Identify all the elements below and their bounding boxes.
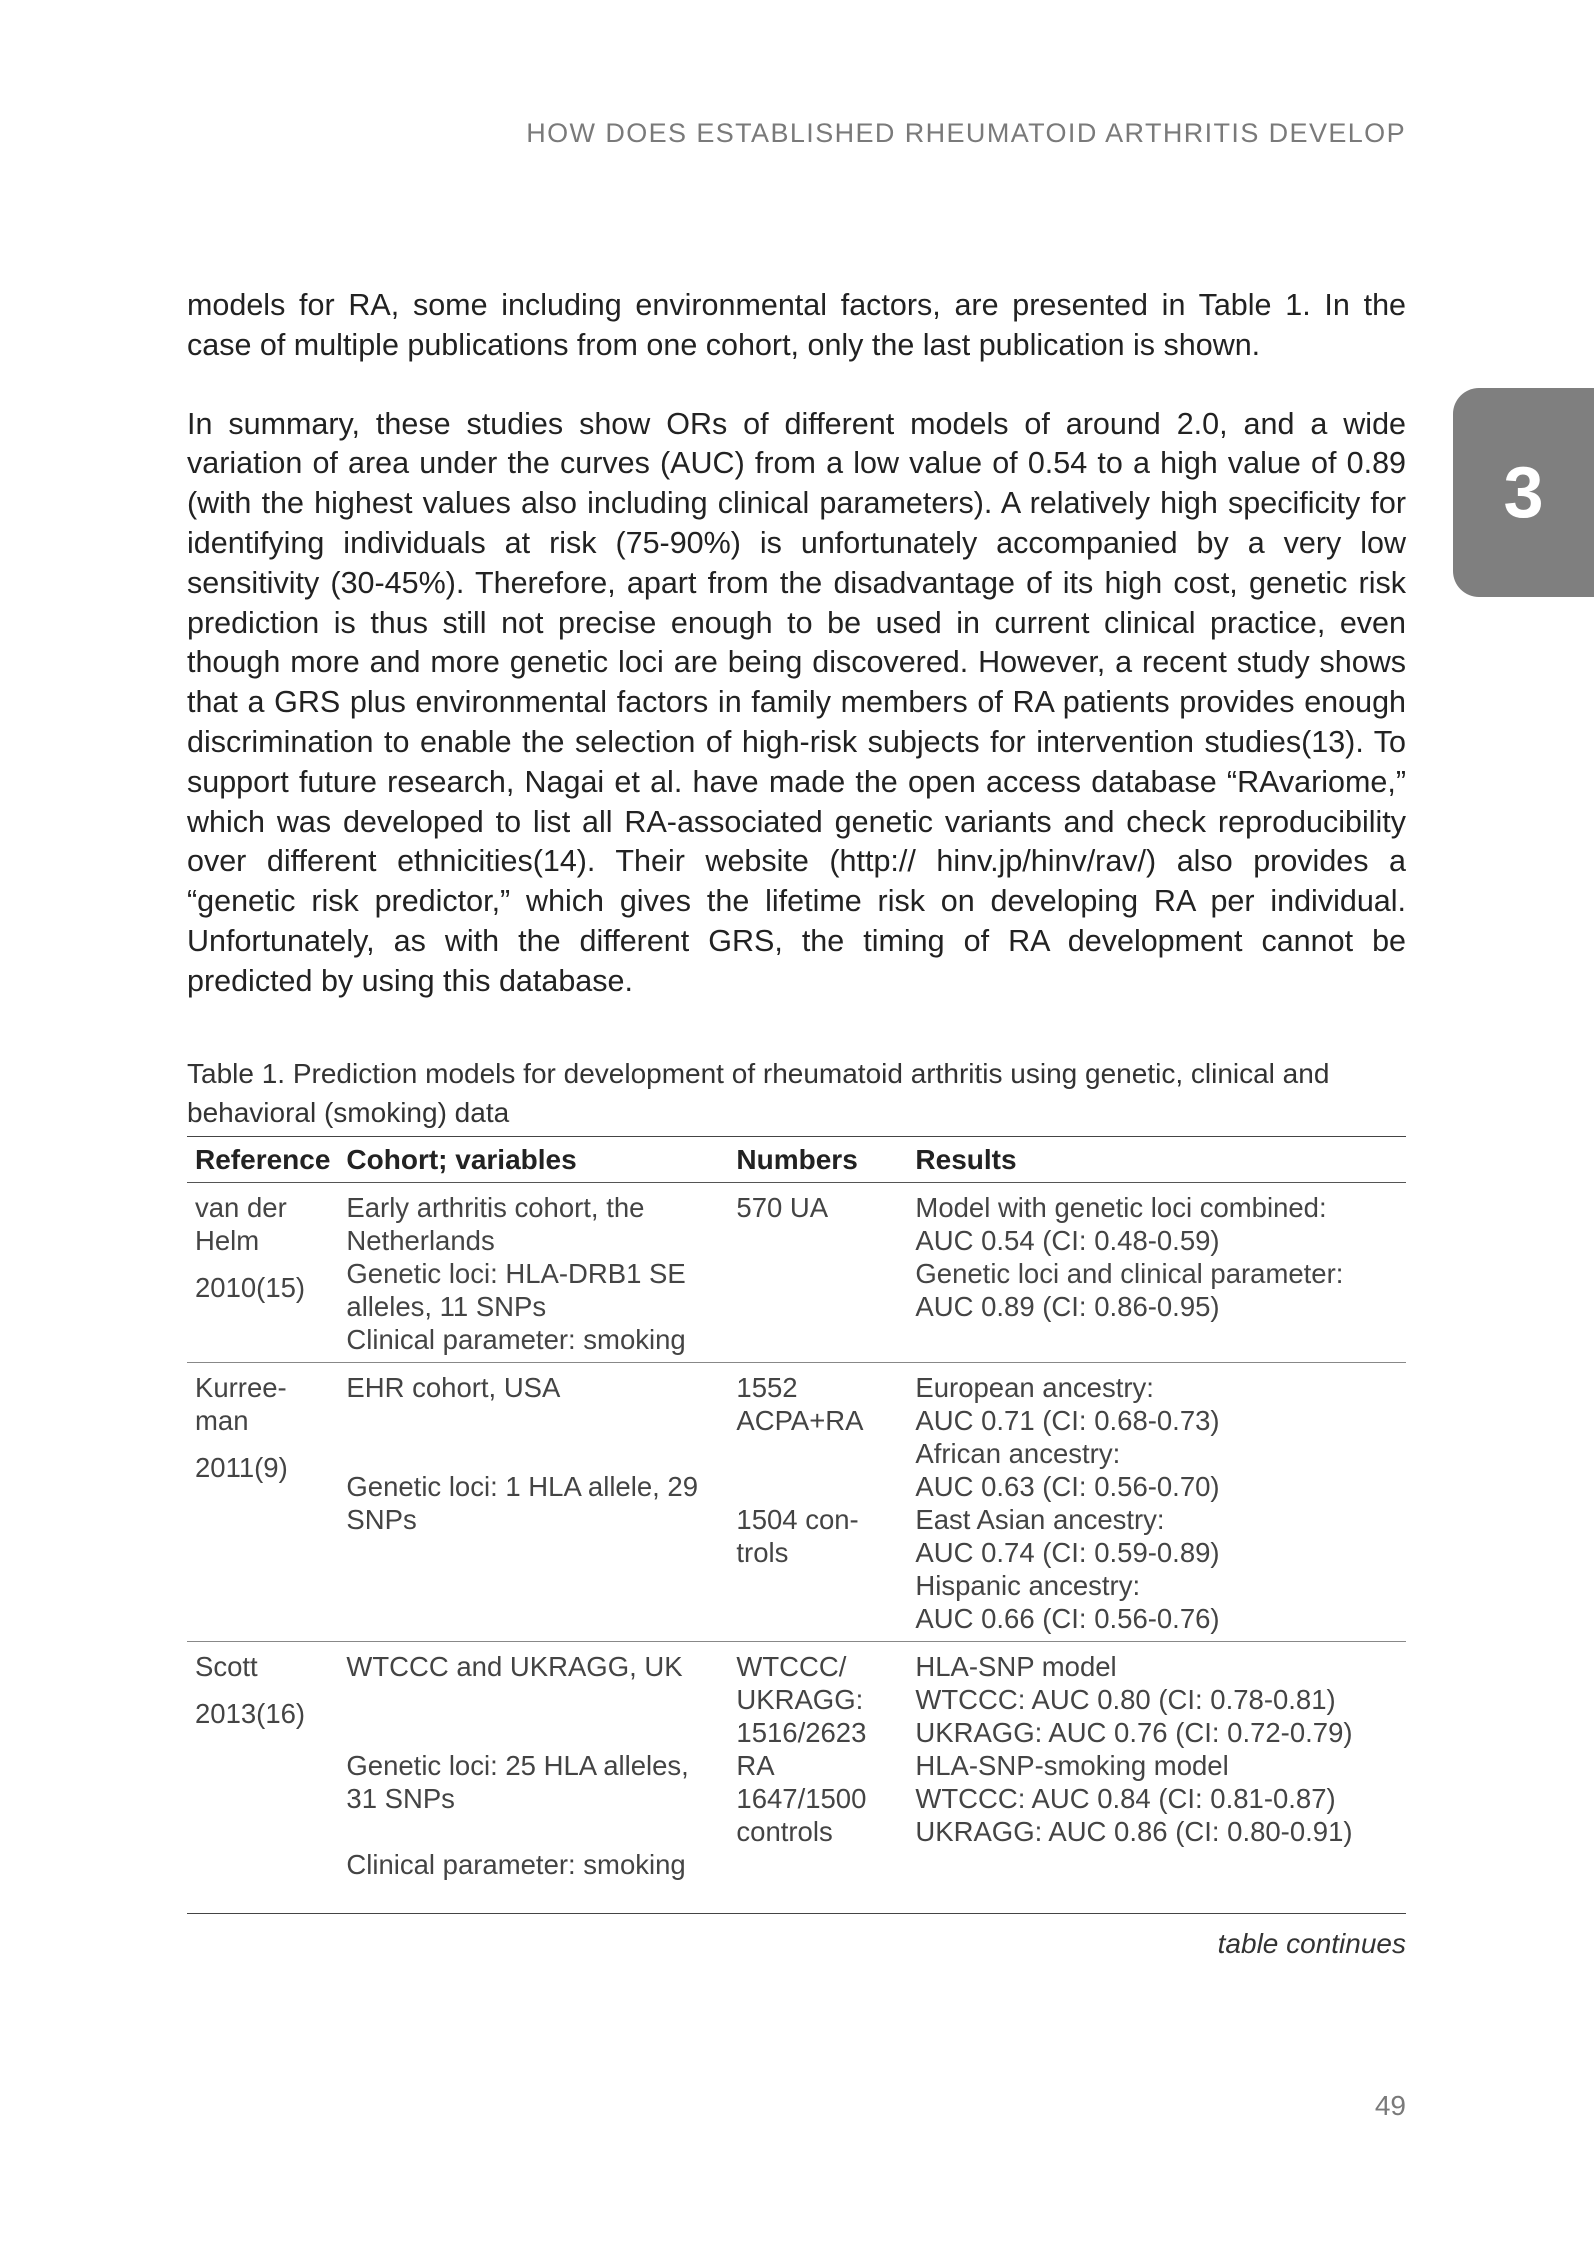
page-number: 49 xyxy=(1374,2090,1406,2121)
text-line: AUC 0.54 (CI: 0.48-0.59) xyxy=(915,1224,1220,1256)
text-line: WTCCC and UKRAGG, UK xyxy=(346,1650,683,1682)
column-header-cohort: Cohort; variables xyxy=(338,1136,728,1182)
text-line: HLA-SNP model xyxy=(915,1650,1117,1682)
text-line: 1504 con- xyxy=(736,1503,859,1535)
table-header-row xyxy=(187,1136,1406,1182)
text-line: Clinical parameter: smoking xyxy=(346,1323,686,1355)
text-line: Scott xyxy=(195,1650,258,1682)
cell-results xyxy=(907,1362,1406,1641)
text-line: AUC 0.71 (CI: 0.68-0.73) xyxy=(915,1404,1220,1436)
text-line: Model with genetic loci combined: xyxy=(915,1191,1327,1223)
text-line: AUC 0.66 (CI: 0.56-0.76) xyxy=(915,1602,1220,1634)
column-header-results: Results xyxy=(907,1136,1406,1182)
text-line: Clinical parameter: smoking xyxy=(346,1848,686,1880)
text-line: WTCCC/ xyxy=(736,1650,847,1682)
text-line: Genetic loci: HLA-DRB1 SE xyxy=(346,1257,686,1289)
text-line: SNPs xyxy=(346,1503,417,1535)
cell-results xyxy=(907,1182,1406,1362)
text-line: ACPA+RA xyxy=(736,1404,864,1436)
text-line: WTCCC: AUC 0.80 (CI: 0.78-0.81) xyxy=(915,1683,1336,1715)
body-paragraph: In summary, these studies show ORs of different models of around 2.0, and a wide variation of area under the curves (AUC) from a low value of 0.54 to a high value of 0.89 (with the highest values also including clinical parameters). A relatively high specificity for identifying individuals at risk (75-90%) is unfortunately accompanied by a very low sensitivity (30-45%). Therefore, apart from the disadvantage of its high cost, genetic risk prediction is thus still not precise enough to be used in current clinical practice, even though more and more genetic loci are being discovered. However, a recent study shows that a GRS plus environmental factors in family members of RA patients provides enough discrimination to enable the selection of high-risk subjects for intervention studies(13). To support future research, Nagai et al. have made the open access database “RAvariome,” which was developed to list all RA-associated genetic variants and check reproducibility over different ethnicities(14). Their website (http:// hinv.jp/hinv/rav/) also provides a “genetic risk predictor,” which gives the lifetime risk on developing RA per individual. Unfortunately, as with the different GRS, the timing of RA development cannot be predicted by using this database. xyxy=(187,406,1406,998)
table-row xyxy=(187,1641,1406,1913)
text-line: 2010(15) xyxy=(195,1271,306,1303)
text-line: UKRAGG: xyxy=(736,1683,864,1715)
table-row xyxy=(187,1362,1406,1641)
text-line: Early arthritis cohort, the xyxy=(346,1191,645,1223)
text-line: UKRAGG: AUC 0.86 (CI: 0.80-0.91) xyxy=(915,1815,1353,1847)
text-line: Genetic loci and clinical parameter: xyxy=(915,1257,1344,1289)
column-header-numbers: Numbers xyxy=(728,1136,907,1182)
cell-numbers xyxy=(728,1362,907,1641)
prediction-models-table xyxy=(187,1136,1406,1914)
text-line: Genetic loci: 25 HLA alleles, xyxy=(346,1749,689,1781)
text-line: 2011(9) xyxy=(195,1451,288,1483)
cell-reference xyxy=(187,1362,338,1641)
cell-cohort xyxy=(338,1182,728,1362)
text-line: 31 SNPs xyxy=(346,1782,455,1814)
text-line: 1516/2623 xyxy=(736,1716,867,1748)
table-row xyxy=(187,1182,1406,1362)
text-line: Helm xyxy=(195,1224,260,1256)
text-line: African ancestry: xyxy=(915,1437,1121,1469)
text-line: van der xyxy=(195,1191,287,1223)
text-line: 570 UA xyxy=(736,1191,829,1223)
text-line: AUC 0.74 (CI: 0.59-0.89) xyxy=(915,1536,1220,1568)
text-line: man xyxy=(195,1404,249,1436)
text-line: European ancestry: xyxy=(915,1371,1154,1403)
text-line: AUC 0.89 (CI: 0.86-0.95) xyxy=(915,1290,1220,1322)
text-line: AUC 0.63 (CI: 0.56-0.70) xyxy=(915,1470,1220,1502)
text-line: UKRAGG: AUC 0.76 (CI: 0.72-0.79) xyxy=(915,1716,1353,1748)
table-caption: Table 1. Prediction models for development of rheumatoid arthritis using genetic, clinical and behavioral (smoking) data xyxy=(187,1057,1330,1128)
table-continues-note: table continues xyxy=(1217,1927,1406,1959)
text-line: controls xyxy=(736,1815,833,1847)
text-line: RA xyxy=(736,1749,775,1781)
text-line: WTCCC: AUC 0.84 (CI: 0.81-0.87) xyxy=(915,1782,1336,1814)
text-line: Kurree- xyxy=(195,1371,287,1403)
cell-results xyxy=(907,1641,1406,1913)
text-line: 1552 xyxy=(736,1371,798,1403)
text-line: Netherlands xyxy=(346,1224,495,1256)
cell-numbers xyxy=(728,1641,907,1913)
running-head: HOW DOES ESTABLISHED RHEUMATOID ARTHRITIS DEVELOP xyxy=(526,118,1406,148)
text-line: Genetic loci: 1 HLA allele, 29 xyxy=(346,1470,698,1502)
chapter-number: 3 xyxy=(1503,452,1544,533)
text-line: Hispanic ancestry: xyxy=(915,1569,1141,1601)
text-line: HLA-SNP-smoking model xyxy=(915,1749,1229,1781)
column-header-reference: Reference xyxy=(187,1136,338,1182)
cell-reference xyxy=(187,1641,338,1913)
cell-numbers xyxy=(728,1182,907,1362)
cell-cohort xyxy=(338,1362,728,1641)
body-paragraph: models for RA, some including environmental factors, are presented in Table 1. In the case of multiple publications from one cohort, only the last publication is shown. xyxy=(187,288,1406,362)
chapter-tab xyxy=(1453,388,1594,597)
text-line: 1647/1500 xyxy=(736,1782,867,1814)
text-line: trols xyxy=(736,1536,789,1568)
text-line: East Asian ancestry: xyxy=(915,1503,1165,1535)
page-content xyxy=(187,286,1406,1960)
text-line: 2013(16) xyxy=(195,1697,306,1729)
cell-cohort xyxy=(338,1641,728,1913)
text-line: EHR cohort, USA xyxy=(346,1371,561,1403)
text-line: alleles, 11 SNPs xyxy=(346,1290,547,1322)
cell-reference xyxy=(187,1182,338,1362)
